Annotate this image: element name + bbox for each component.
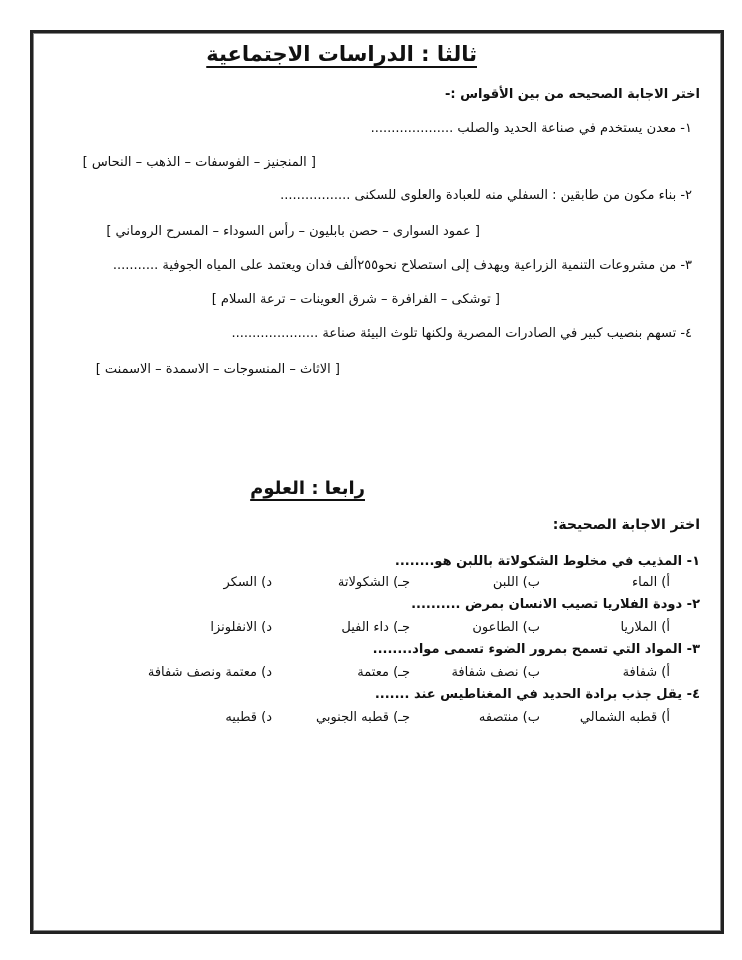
social-studies-title: ثالثا : الدراسات الاجتماعية	[206, 42, 477, 66]
science-q2-option-a: أ) الملاريا	[620, 620, 670, 635]
social-instruction: اختر الاجابة الصحيحه من بين الأقواس :-	[444, 87, 700, 102]
social-question-2: ٢- بناء مكون من طابقين : السفلي منه للعبادة والعلوى للسكنى .................	[280, 188, 692, 203]
social-question-4: ٤- تسهم بنصيب كبير في الصادرات المصرية ولكنها تلوث البيئة صناعة .....................	[231, 326, 692, 341]
science-q2-option-b: ب) الطاعون	[472, 620, 540, 635]
science-q2-option-d: د) الانفلونزا	[210, 620, 272, 635]
science-q1-option-c: جـ) الشكولاتة	[337, 575, 410, 590]
science-q2-option-c: جـ) داء الفيل	[341, 620, 410, 635]
science-instruction: اختر الاجابة الصحيحة:	[552, 517, 700, 533]
science-q1-option-b: ب) اللبن	[492, 575, 540, 590]
social-question-3: ٣- من مشروعات التنمية الزراعية ويهدف إلى استصلاح نحو٢٥٥ألف فدان ويعتمد على المياه الجوفية ...........	[112, 258, 692, 273]
social-options-2: [ عمود السوارى – حصن بابليون – رأس السوداء – المسرح الروماني ]	[106, 224, 480, 239]
science-question-1: ١- المذيب في مخلوط الشكولاتة باللبن هو........	[394, 554, 700, 569]
science-q4-option-b: ب) منتصفه	[478, 710, 540, 725]
social-options-1: [ المنجنيز – الفوسفات – الذهب – النحاس ]	[82, 155, 316, 170]
science-question-2: ٢- دودة الفلاريا تصيب الانسان بمرض ..........	[411, 597, 700, 612]
science-q1-option-d: د) السكر	[223, 575, 272, 590]
social-options-4: [ الاثاث – المنسوجات – الاسمدة – الاسمنت ]	[95, 362, 340, 377]
science-question-3: ٣- المواد التي تسمح بمرور الضوء تسمى مواد........	[372, 642, 700, 657]
science-q1-option-a: أ) الماء	[632, 575, 670, 590]
science-q4-option-c: جـ) قطبه الجنوبي	[315, 710, 410, 725]
science-title: رابعا : العلوم	[250, 478, 365, 499]
science-q3-option-a: أ) شفافة	[622, 665, 670, 680]
science-q3-option-c: جـ) معتمة	[357, 665, 410, 680]
science-q4-option-d: د) قطبيه	[225, 710, 272, 725]
science-q4-option-a: أ) قطبه الشمالي	[579, 710, 670, 725]
social-options-3: [ توشكى – الفرافرة – شرق العوينات – ترعة السلام ]	[211, 292, 500, 307]
science-q3-option-d: د) معتمة ونصف شفافة	[147, 665, 272, 680]
social-question-1: ١- معدن يستخدم في صناعة الحديد والصلب ....................	[370, 121, 692, 136]
science-question-4: ٤- يقل جذب برادة الحديد في المغناطيس عند .......	[374, 687, 700, 702]
science-q3-option-b: ب) نصف شفافة	[451, 665, 540, 680]
